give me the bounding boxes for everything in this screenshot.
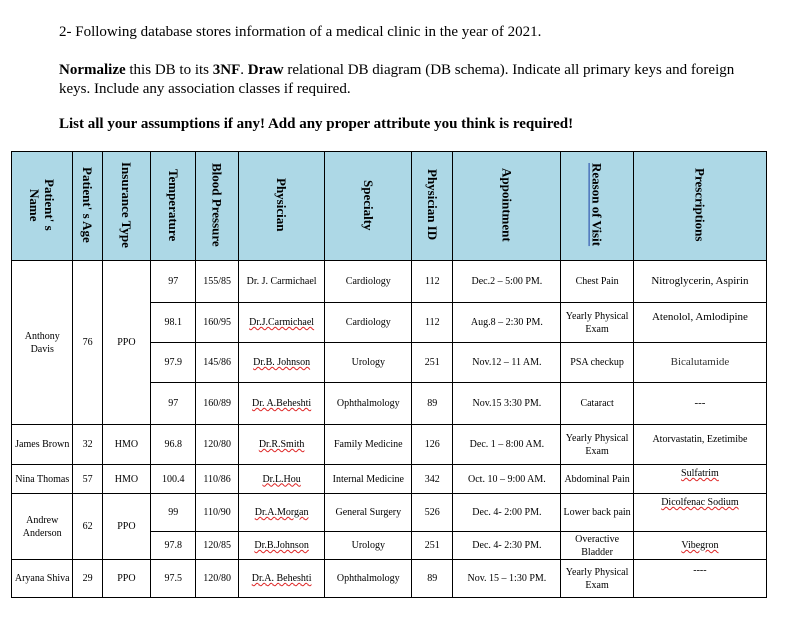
header-label: Reason of Visit bbox=[589, 163, 605, 247]
bp-cell: 160/89 bbox=[196, 383, 238, 425]
physician-name: Dr.J.Carmichael bbox=[249, 317, 315, 328]
header-patient-name bbox=[12, 152, 73, 261]
temperature-cell: 98.1 bbox=[151, 303, 196, 343]
patient-age-cell: 29 bbox=[73, 560, 102, 598]
header-label: Specialty bbox=[360, 179, 376, 231]
physician-cell bbox=[238, 560, 325, 598]
physician-name: Dr.A. Beheshti bbox=[251, 573, 312, 584]
temperature-cell: 97.5 bbox=[151, 560, 196, 598]
temperature-cell: 99 bbox=[151, 494, 196, 532]
question-line-1: 2- Following database stores information of a medical clinic in the year of 2021. bbox=[59, 24, 542, 40]
physician-name: Dr.R.Smith bbox=[258, 439, 305, 450]
patient-name-cell: Anthony Davis bbox=[12, 261, 73, 425]
temperature-cell: 97 bbox=[151, 261, 196, 303]
patient-age-cell: 32 bbox=[73, 425, 102, 465]
header-prescriptions bbox=[633, 152, 766, 261]
reason-cell: Abdominal Pain bbox=[561, 465, 634, 494]
specialty-cell: Cardiology bbox=[325, 261, 412, 303]
physician-name: Dr.B.Johnson bbox=[254, 540, 309, 551]
text-fragment: . bbox=[240, 62, 248, 78]
insurance-cell: PPO bbox=[102, 261, 150, 425]
physician-id-cell: 526 bbox=[412, 494, 453, 532]
prescription-text: Dicolfenac Sodium bbox=[661, 497, 739, 508]
appointment-cell: Dec. 4- 2:30 PM. bbox=[453, 532, 561, 560]
header-label: Temperature bbox=[165, 168, 181, 242]
prescription-cell: Atorvastatin, Ezetimibe bbox=[633, 425, 766, 465]
specialty-cell: Ophthalmology bbox=[325, 383, 412, 425]
bp-cell: 155/85 bbox=[196, 261, 238, 303]
appointment-cell: Nov.12 – 11 AM. bbox=[453, 343, 561, 383]
table-row bbox=[12, 465, 767, 494]
physician-cell bbox=[238, 465, 325, 494]
physician-id-cell: 251 bbox=[412, 343, 453, 383]
physician-name: Dr.A.Morgan bbox=[254, 507, 309, 518]
header-label: Prescriptions bbox=[692, 168, 708, 242]
patient-name-cell: Aryana Shiva bbox=[12, 560, 73, 598]
appointment-cell: Dec.2 – 5:00 PM. bbox=[453, 261, 561, 303]
prescription-text: Vibegron bbox=[681, 540, 719, 551]
bp-cell: 120/80 bbox=[196, 560, 238, 598]
header-label: Patient' s Name bbox=[27, 179, 58, 231]
specialty-cell: Ophthalmology bbox=[325, 560, 412, 598]
appointment-cell: Oct. 10 – 9:00 AM. bbox=[453, 465, 561, 494]
appointment-cell: Nov.15 3:30 PM. bbox=[453, 383, 561, 425]
physician-id-cell: 89 bbox=[412, 383, 453, 425]
text-fragment: this DB to its bbox=[125, 62, 213, 78]
physician-id-cell: 251 bbox=[412, 532, 453, 560]
header-label: Insurance Type bbox=[118, 162, 134, 248]
patient-name-cell: Andrew Anderson bbox=[12, 494, 73, 560]
prescription-cell: ---- bbox=[633, 560, 766, 598]
header-reason-of-visit bbox=[561, 152, 634, 261]
header-patient-age bbox=[73, 152, 102, 261]
bp-cell: 120/80 bbox=[196, 425, 238, 465]
appointment-cell: Nov. 15 – 1:30 PM. bbox=[453, 560, 561, 598]
prescription-cell: Bicalutamide bbox=[633, 343, 766, 383]
physician-cell bbox=[238, 425, 325, 465]
appointment-cell: Dec. 1 – 8:00 AM. bbox=[453, 425, 561, 465]
header-insurance-type bbox=[102, 152, 150, 261]
temperature-cell: 97.9 bbox=[151, 343, 196, 383]
prescription-cell: --- bbox=[633, 383, 766, 425]
specialty-cell: Urology bbox=[325, 532, 412, 560]
bp-cell: 110/86 bbox=[196, 465, 238, 494]
patient-age-cell: 76 bbox=[73, 261, 102, 425]
header-physician-id bbox=[412, 152, 453, 261]
table-row bbox=[12, 560, 767, 598]
patient-age-cell: 57 bbox=[73, 465, 102, 494]
specialty-cell: General Surgery bbox=[325, 494, 412, 532]
physician-cell bbox=[238, 303, 325, 343]
header-physician bbox=[238, 152, 325, 261]
reason-cell: Cataract bbox=[561, 383, 634, 425]
header-blood-pressure bbox=[196, 152, 238, 261]
draw-word: Draw bbox=[247, 62, 284, 78]
physician-name: Dr.L.Hou bbox=[262, 473, 301, 485]
temperature-cell: 97 bbox=[151, 383, 196, 425]
physician-cell bbox=[238, 343, 325, 383]
reason-cell: Chest Pain bbox=[561, 261, 634, 303]
specialty-cell: Cardiology bbox=[325, 303, 412, 343]
bp-cell: 160/95 bbox=[196, 303, 238, 343]
3nf-word: 3NF bbox=[212, 62, 241, 78]
text-fragment: relational DB diagram (DB schema). Indicate all primary keys and foreign keys. Include any association classes if required. bbox=[59, 62, 735, 97]
specialty-cell: Internal Medicine bbox=[325, 465, 412, 494]
insurance-cell: HMO bbox=[102, 465, 150, 494]
prescription-text: Sulfatrim bbox=[681, 468, 719, 479]
bp-cell: 120/85 bbox=[196, 532, 238, 560]
header-appointment bbox=[453, 152, 561, 261]
prescription-cell: Nitroglycerin, Aspirin bbox=[633, 261, 766, 303]
prescription-cell bbox=[633, 494, 766, 532]
appointment-cell: Aug.8 – 2:30 PM. bbox=[453, 303, 561, 343]
bp-cell: 110/90 bbox=[196, 494, 238, 532]
question-line-3: List all your assumptions if any! Add any proper attribute you think is required! bbox=[59, 116, 574, 132]
reason-cell: Lower back pain bbox=[561, 494, 634, 532]
specialty-cell: Urology bbox=[325, 343, 412, 383]
clinic-table bbox=[11, 151, 767, 598]
table-row bbox=[12, 261, 767, 303]
physician-id-cell: 112 bbox=[412, 303, 453, 343]
specialty-cell: Family Medicine bbox=[325, 425, 412, 465]
header-label: Physician ID bbox=[424, 169, 440, 241]
physician-cell bbox=[238, 383, 325, 425]
temperature-cell: 97.8 bbox=[151, 532, 196, 560]
normalize-word: Normalize bbox=[59, 62, 126, 78]
insurance-cell: HMO bbox=[102, 425, 150, 465]
header-temperature bbox=[151, 152, 196, 261]
physician-id-cell: 89 bbox=[412, 560, 453, 598]
patient-name-cell: James Brown bbox=[12, 425, 73, 465]
reason-cell: Overactive Bladder bbox=[561, 532, 634, 560]
insurance-cell: PPO bbox=[102, 494, 150, 560]
header-label: Patient' s Age bbox=[80, 167, 96, 243]
temperature-cell: 96.8 bbox=[151, 425, 196, 465]
question-line-2 bbox=[59, 61, 759, 99]
physician-id-cell: 112 bbox=[412, 261, 453, 303]
temperature-cell: 100.4 bbox=[151, 465, 196, 494]
prescription-cell: Atenolol, Amlodipine bbox=[633, 303, 766, 343]
physician-cell bbox=[238, 532, 325, 560]
reason-cell: PSA checkup bbox=[561, 343, 634, 383]
prescription-cell bbox=[633, 465, 766, 494]
header-specialty bbox=[325, 152, 412, 261]
physician-id-cell: 126 bbox=[412, 425, 453, 465]
insurance-cell: PPO bbox=[102, 560, 150, 598]
physician-cell: Dr. J. Carmichael bbox=[238, 261, 325, 303]
reason-cell: Yearly Physical Exam bbox=[561, 425, 634, 465]
header-label: Physician bbox=[274, 178, 290, 232]
header-label: Appointment bbox=[499, 168, 515, 242]
appointment-cell: Dec. 4- 2:00 PM. bbox=[453, 494, 561, 532]
prescription-cell bbox=[633, 532, 766, 560]
bp-cell: 145/86 bbox=[196, 343, 238, 383]
table-row bbox=[12, 425, 767, 465]
reason-cell: Yearly Physical Exam bbox=[561, 303, 634, 343]
physician-id-cell: 342 bbox=[412, 465, 453, 494]
physician-name: Dr. A.Beheshti bbox=[252, 398, 312, 409]
table-row bbox=[12, 494, 767, 532]
patient-age-cell: 62 bbox=[73, 494, 102, 560]
header-row bbox=[12, 152, 767, 261]
physician-name: Dr.B. Johnson bbox=[253, 357, 311, 368]
header-label: Blood Pressure bbox=[209, 163, 225, 247]
reason-cell: Yearly Physical Exam bbox=[561, 560, 634, 598]
physician-cell bbox=[238, 494, 325, 532]
patient-name-cell: Nina Thomas bbox=[12, 465, 73, 494]
